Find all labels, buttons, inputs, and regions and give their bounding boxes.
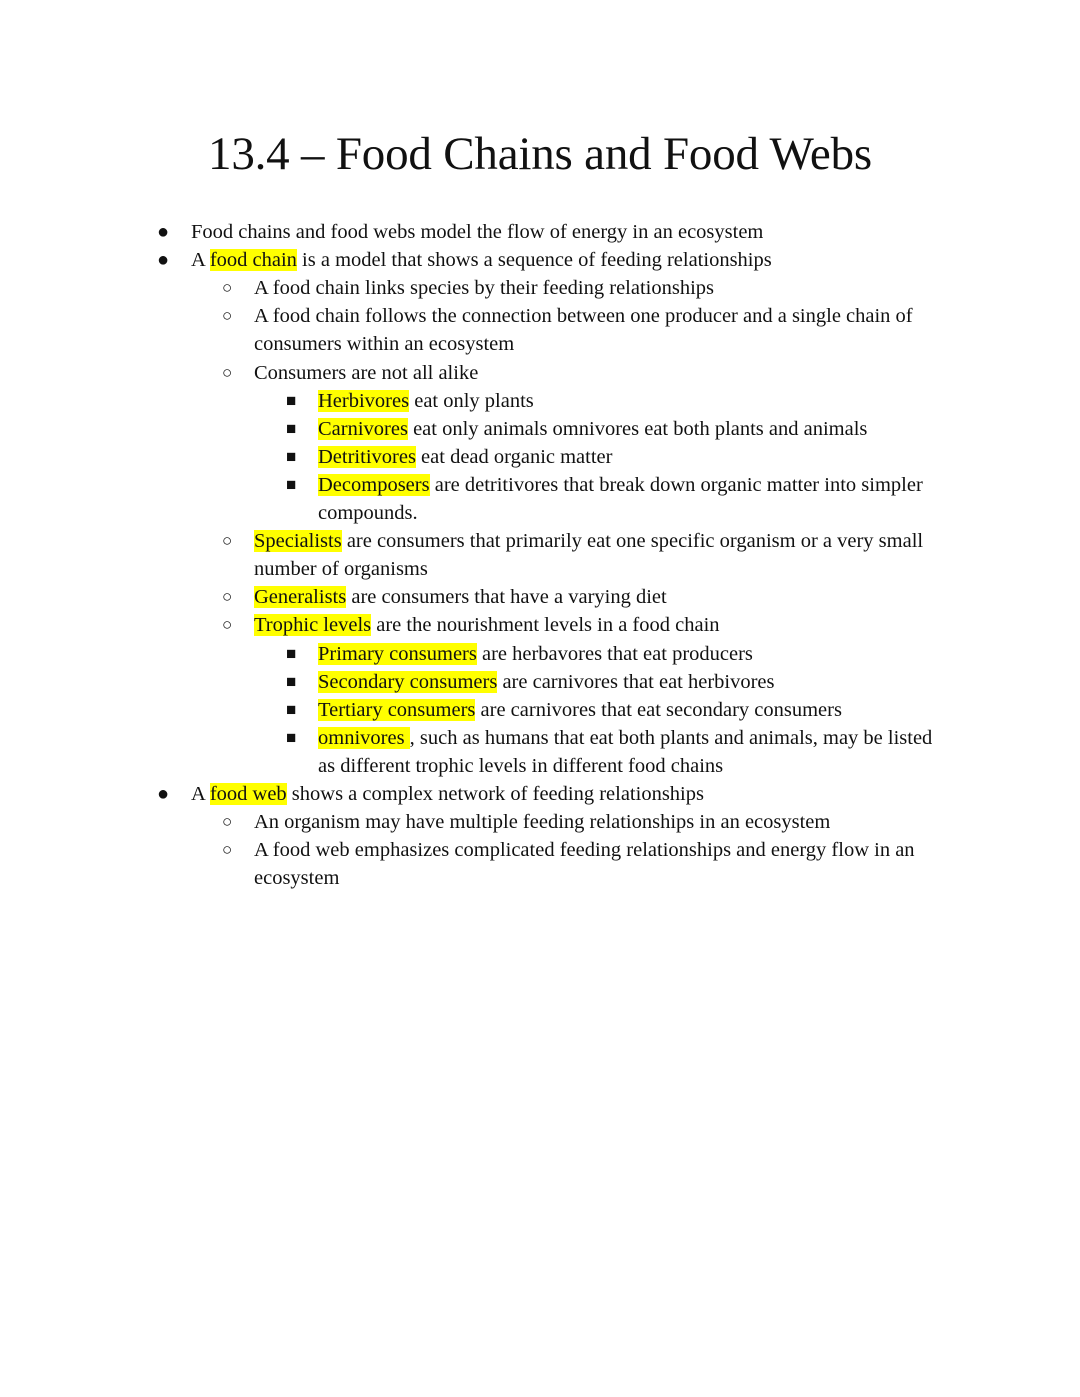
highlighted-term: food chain	[209, 249, 297, 272]
list-item-line	[254, 330, 514, 358]
filled-circle-bullet-icon: ●	[157, 221, 170, 243]
line-text: eat only animals omnivores eat both plants and animals	[407, 417, 868, 440]
highlighted-term: Primary consumers	[318, 642, 477, 665]
line-text: as different trophic levels in different food chains	[318, 754, 724, 777]
highlighted-term: Herbivores	[318, 389, 410, 412]
list-item-line	[318, 752, 723, 780]
list-item-line	[318, 415, 867, 443]
list-item-line	[318, 668, 775, 696]
list-item-line	[318, 640, 753, 668]
hollow-circle-bullet-icon: ○	[222, 840, 233, 860]
hollow-circle-bullet-icon: ○	[222, 812, 233, 832]
highlighted-term: Secondary consumers	[318, 670, 498, 693]
highlighted-term: Carnivores	[318, 417, 408, 440]
highlighted-term: Specialists	[254, 530, 342, 553]
list-item-line	[191, 780, 704, 808]
square-bullet-icon: ■	[286, 390, 297, 410]
list-item-line	[254, 611, 720, 639]
line-text: A food chain links species by their feeding relationships	[254, 277, 715, 300]
list-item-line	[254, 359, 478, 387]
list-item-line	[254, 302, 913, 330]
highlighted-term: Decomposers	[318, 473, 430, 496]
list-item-line	[254, 808, 830, 836]
square-bullet-icon: ■	[286, 446, 297, 466]
filled-circle-bullet-icon: ●	[157, 783, 170, 805]
line-text: A food chain follows the connection between one producer and a single chain of	[254, 305, 913, 328]
line-text: shows a complex network of feeding relationships	[286, 783, 704, 805]
line-text: are carnivores that eat herbivores	[497, 670, 775, 693]
square-bullet-icon: ■	[286, 643, 297, 663]
list-item-line	[318, 724, 932, 752]
line-text: consumers within an ecosystem	[254, 333, 515, 356]
hollow-circle-bullet-icon: ○	[222, 306, 233, 326]
document-title: 13.4 – Food Chains and Food Webs	[208, 128, 872, 180]
line-text: are herbavores that eat producers	[476, 642, 753, 665]
highlighted-term: omnivores	[318, 726, 410, 749]
line-text: An organism may have multiple feeding relationships in an ecosystem	[254, 811, 831, 834]
highlighted-term: food web	[209, 783, 287, 805]
line-prefix-text: A	[191, 783, 210, 805]
line-text: are detritivores that break down organic matter into simpler	[429, 473, 923, 496]
square-bullet-icon: ■	[286, 418, 297, 438]
list-item-line	[318, 499, 418, 527]
line-text: , such as humans that eat both plants and animals, may be listed	[409, 726, 933, 749]
list-item-line	[254, 864, 339, 892]
list-item-line	[318, 471, 923, 499]
list-item-line	[318, 696, 842, 724]
highlighted-term: Generalists	[254, 586, 347, 609]
highlighted-term: Detritivores	[318, 445, 416, 468]
square-bullet-icon: ■	[286, 727, 297, 747]
square-bullet-icon: ■	[286, 671, 297, 691]
line-text: compounds.	[318, 502, 418, 524]
list-item-line	[254, 527, 923, 555]
line-text: A food web emphasizes complicated feeding relationships and energy flow in an	[254, 839, 915, 862]
list-item-line	[254, 555, 428, 583]
list-item-line	[254, 274, 714, 302]
line-text: are the nourishment levels in a food chain	[371, 614, 720, 637]
highlighted-term: Tertiary consumers	[318, 698, 476, 721]
list-item-line	[318, 387, 534, 415]
line-text: number of organisms	[254, 558, 428, 581]
highlighted-term: Trophic levels	[254, 614, 372, 637]
list-item-line	[191, 218, 763, 246]
square-bullet-icon: ■	[286, 474, 297, 494]
line-text: are consumers that have a varying diet	[346, 586, 667, 609]
line-prefix-text: A	[191, 249, 210, 272]
line-text: are consumers that primarily eat one specific organism or a very small	[341, 530, 924, 553]
line-text: eat dead organic matter	[415, 445, 613, 468]
line-text: are carnivores that eat secondary consumers	[475, 698, 842, 721]
line-text: Consumers are not all alike	[254, 361, 479, 384]
hollow-circle-bullet-icon: ○	[222, 362, 233, 382]
list-item-line	[318, 443, 612, 471]
line-text: is a model that shows a sequence of feeding relationships	[296, 249, 772, 272]
list-item-line	[254, 836, 915, 864]
hollow-circle-bullet-icon: ○	[222, 531, 233, 551]
list-item-line	[191, 246, 772, 274]
filled-circle-bullet-icon: ●	[157, 249, 170, 272]
hollow-circle-bullet-icon: ○	[222, 278, 233, 298]
list-item-line	[254, 583, 667, 611]
line-text: Food chains and food webs model the flow of energy in an ecosystem	[191, 221, 764, 243]
line-text: ecosystem	[254, 867, 340, 890]
hollow-circle-bullet-icon: ○	[222, 587, 233, 607]
square-bullet-icon: ■	[286, 699, 297, 719]
hollow-circle-bullet-icon: ○	[222, 615, 233, 635]
line-text: eat only plants	[409, 389, 534, 412]
